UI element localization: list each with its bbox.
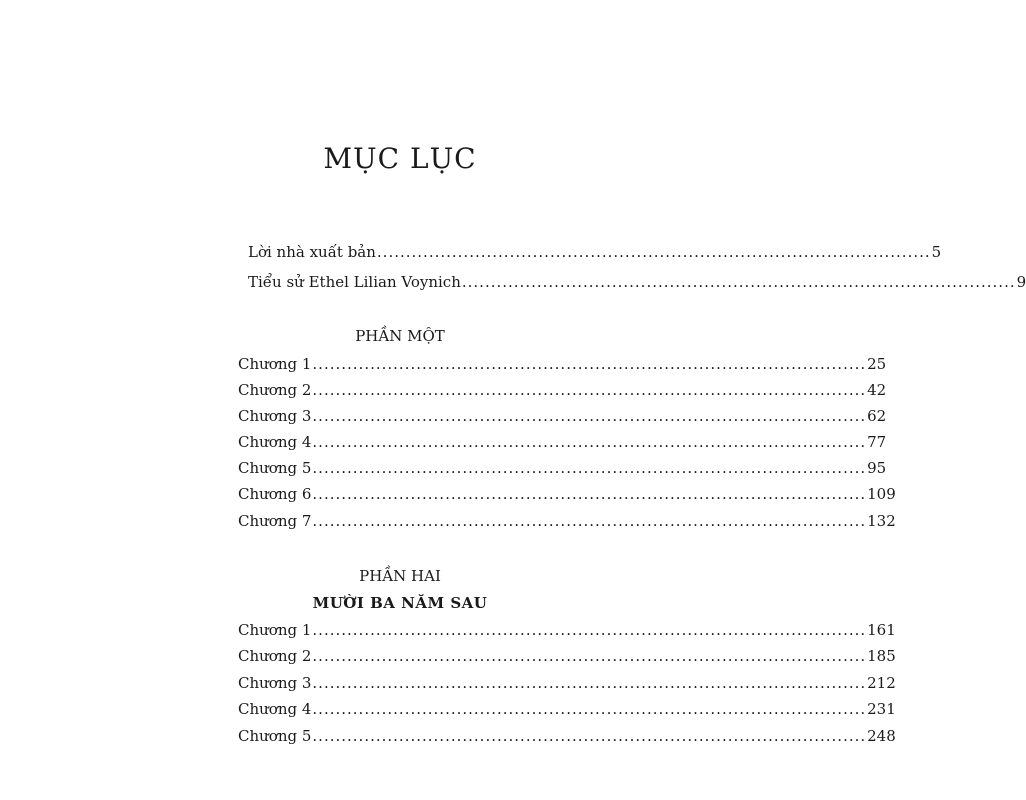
toc-entry-label: Chương 4 [238,433,312,451]
toc-entry-part2-chapter-4 [238,699,896,719]
dot-leader: ................................................................................................ [312,459,867,477]
part-two-subtitle: MƯỜI BA NĂM SAU [312,594,488,612]
dot-leader: ................................................................................................ [312,674,867,692]
toc-entry-part1-chapter-2 [238,380,887,400]
dot-leader: ................................................................................................ [312,512,867,530]
toc-entry-label: Chương 5 [238,459,312,477]
toc-entry-part1-chapter-1 [238,354,887,374]
toc-entry-page: 62 [867,407,887,425]
dot-leader: ................................................................................................ [312,700,867,718]
toc-entry-label: Chương 1 [238,355,312,373]
part-two-heading: PHẦN HAI [359,567,441,585]
dot-leader: ................................................................................................ [312,407,867,425]
toc-entry-label: Chương 1 [238,621,312,639]
dot-leader: ................................................................................................ [312,381,867,399]
toc-entry-part1-chapter-6 [238,484,896,504]
toc-entry-page: 25 [867,355,887,373]
toc-entry-label: Chương 4 [238,700,312,718]
toc-entry-label: Tiểu sử Ethel Lilian Voynich [248,273,461,291]
part-one-heading: PHẦN MỘT [355,327,445,345]
toc-entry-label: Chương 2 [238,647,312,665]
toc-entry-label: Chương 3 [238,407,312,425]
toc-entry-part2-chapter-3 [238,673,896,693]
toc-entry-author-biography [248,272,1026,292]
toc-entry-page: 77 [867,433,887,451]
dot-leader: ................................................................................................ [376,243,931,261]
toc-entry-label: Lời nhà xuất bản [248,243,376,261]
toc-entry-page: 42 [867,381,887,399]
toc-entry-label: Chương 2 [238,381,312,399]
toc-entry-page: 248 [867,727,896,745]
toc-entry-page: 231 [867,700,896,718]
toc-entry-part1-chapter-4 [238,432,887,452]
toc-entry-part1-chapter-7 [238,511,896,531]
toc-entry-page: 185 [867,647,896,665]
toc-entry-page: 9 [1016,273,1026,291]
dot-leader: ................................................................................................ [312,433,867,451]
toc-entry-label: Chương 5 [238,727,312,745]
page-title: MỤC LỤC [323,142,477,175]
toc-entry-page: 161 [867,621,896,639]
toc-entry-label: Chương 3 [238,674,312,692]
toc-entry-page: 5 [931,243,942,261]
toc-entry-page: 109 [867,485,896,503]
toc-entry-part2-chapter-2 [238,646,896,666]
dot-leader: ................................................................................................ [461,273,1016,291]
dot-leader: ................................................................................................ [312,647,867,665]
dot-leader: ................................................................................................ [312,355,867,373]
dot-leader: ................................................................................................ [312,621,867,639]
toc-entry-part1-chapter-3 [238,406,887,426]
dot-leader: ................................................................................................ [312,727,867,745]
toc-entry-part2-chapter-1 [238,620,896,640]
toc-entry-page: 95 [867,459,887,477]
toc-entry-label: Chương 6 [238,485,312,503]
dot-leader: ................................................................................................ [312,485,867,503]
toc-entry-part2-chapter-5 [238,726,896,746]
toc-entry-page: 132 [867,512,896,530]
toc-entry-page: 212 [867,674,896,692]
toc-entry-publisher-note [248,242,942,262]
toc-entry-part1-chapter-5 [238,458,887,478]
toc-entry-label: Chương 7 [238,512,312,530]
